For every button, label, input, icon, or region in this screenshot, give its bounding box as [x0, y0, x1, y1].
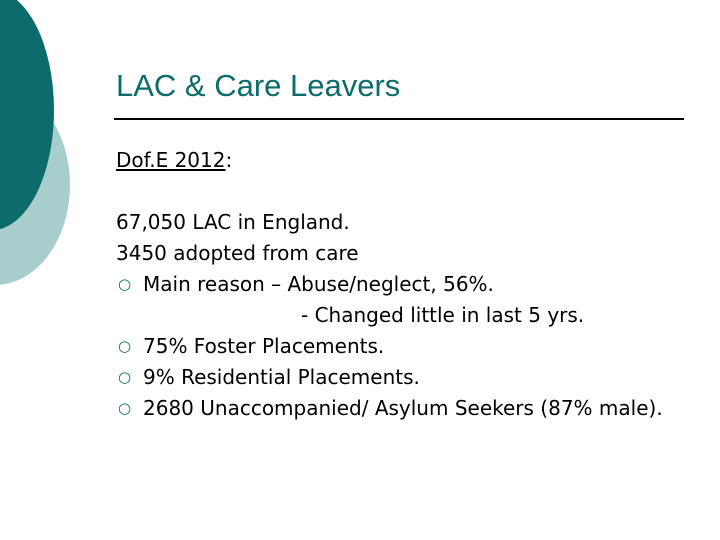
bullet-list — [116, 269, 696, 424]
bullet-item — [116, 362, 696, 393]
bullet-item — [116, 393, 696, 424]
bullet-text: 9% Residential Placements. — [143, 365, 420, 389]
source-line — [116, 145, 696, 176]
source-colon: : — [225, 148, 233, 172]
title-divider — [114, 118, 684, 120]
adopted-line: 3450 adopted from care — [116, 241, 359, 265]
decorative-circles — [0, 0, 80, 290]
hollow-circle-bullet-icon: ○ — [118, 337, 132, 355]
bullet-continuation: - Changed little in last 5 yrs. — [301, 303, 585, 327]
hollow-circle-bullet-icon: ○ — [118, 399, 132, 417]
bullet-text: 75% Foster Placements. — [143, 334, 385, 358]
bullet-text: Main reason – Abuse/neglect, 56%. — [143, 272, 494, 296]
hollow-circle-bullet-icon: ○ — [118, 368, 132, 386]
lac-count-line: 67,050 LAC in England. — [116, 210, 350, 234]
bullet-item — [116, 331, 696, 362]
hollow-circle-bullet-icon: ○ — [118, 275, 132, 293]
slide-body — [116, 145, 696, 424]
bullet-text: 2680 Unaccompanied/ Asylum Seekers (87% male). — [143, 396, 663, 420]
source-label: Dof.E 2012 — [116, 148, 226, 172]
slide-title: LAC & Care Leavers — [116, 68, 401, 103]
bullet-item — [116, 269, 696, 331]
